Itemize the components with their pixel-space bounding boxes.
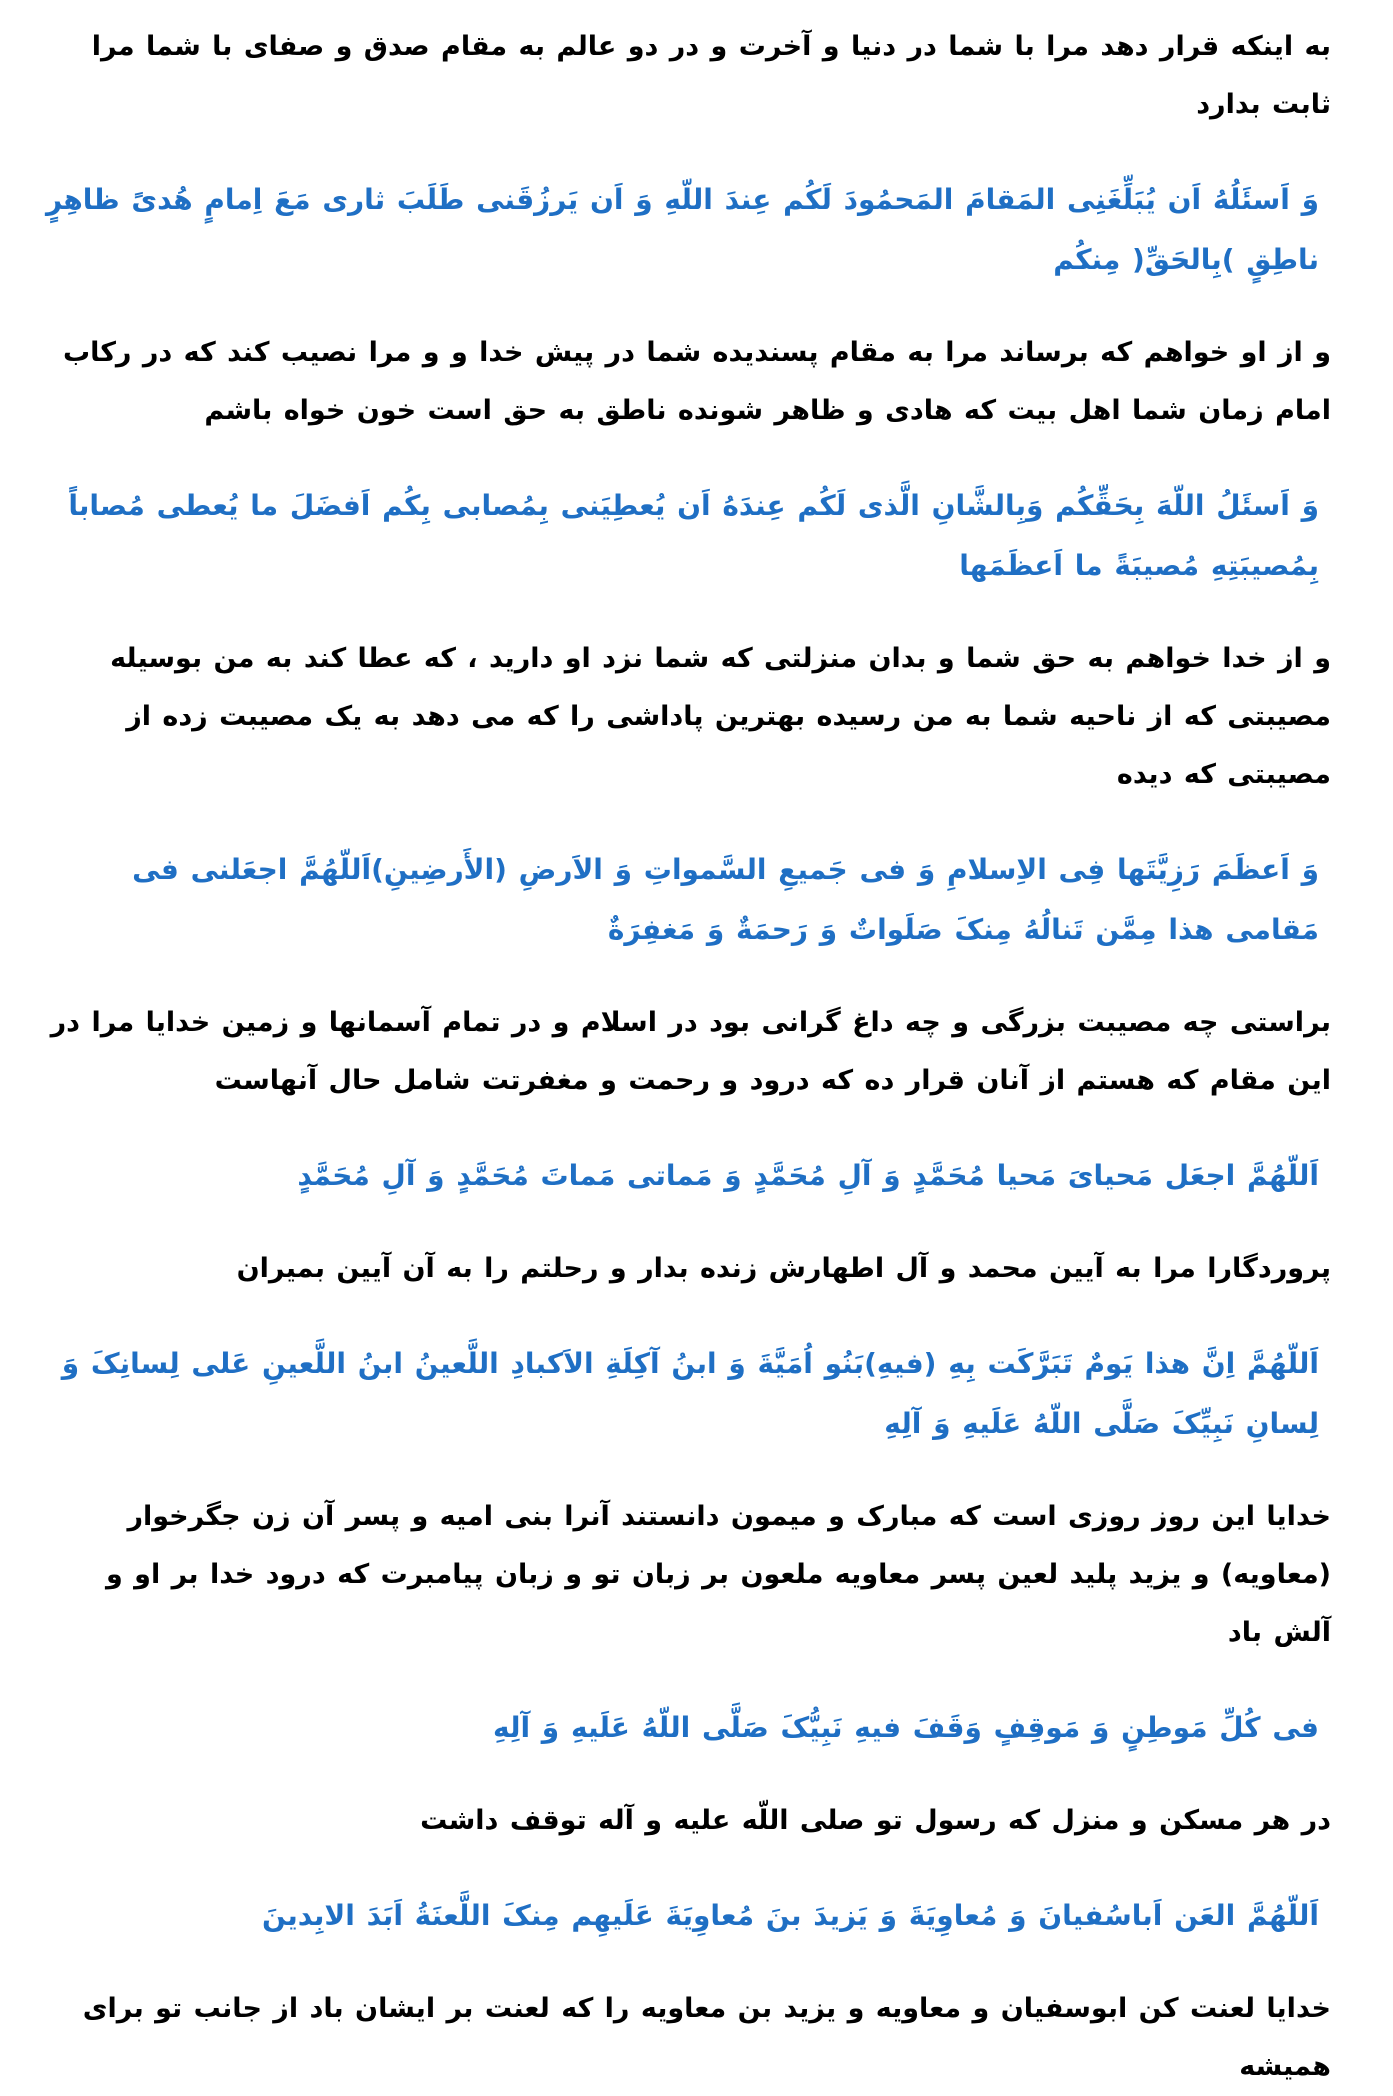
arabic-verse-4: اَللّهُمَّ اجعَل مَحیایَ مَحیا مُحَمَّدٍ وَ آلِ مُحَمَّدٍ وَ مَماتی مَماتَ مُحَمَّدٍ وَ آلِ مُحَمَّدٍ (297, 1159, 1319, 1192)
persian-translation-6: خدایا این روز روزی است که مبارک و میمون دانستند آنرا بنی امیه و پسر آن زن جگرخوار (معاویه) و یزید پلید لعین پسر معاویه ملعون بر زبان تو و زبان پیامبرت که درود خدا بر او و آلش باد (106, 1501, 1331, 1648)
persian-translation-4: براستی چه مصیبت بزرگی و چه داغ گرانی بود در اسلام و در تمام آسمانها و زمین خدایا مرا در این مقام که هستم از آنان قرار ده که درود و رحمت و مغفرتت شامل حال آنهاست (50, 1007, 1331, 1096)
persian-translation-7: در هر مسکن و منزل که رسول تو صلی اللّه علیه و آله توقف داشت (420, 1805, 1331, 1836)
arabic-verse-5: اَللّهُمَّ اِنَّ هذا یَومٌ تَبَرَّکَت بِهِ (فیهِ)بَنُو اُمَیَّةَ وَ ابنُ آکِلَةِ الاَکبادِ اللَّعینُ ابنُ اللَّعینِ عَلی لِسانِکَ وَ لِسانِ نَبِیِّکَ صَلَّی اللّهُ عَلَیهِ وَ آلِهِ (61, 1347, 1319, 1440)
arabic-verse-6: فی کُلِّ مَوطِنٍ وَ مَوقِفٍ وَقَفَ فیهِ نَبِیُّکَ صَلَّی اللّهُ عَلَیهِ وَ آلِهِ (492, 1711, 1319, 1744)
arabic-verse-2: وَ اَسئَلُ اللّهَ بِحَقِّکُم وَبِالشَّانِ الَّذی لَکُم عِندَهُ اَن یُعطِیَنی بِمُصابی بِکُم اَفضَلَ ما یُعطی مُصاباً بِمُصیبَتِهِ مُصیبَةً ما اَعظَمَها (68, 489, 1319, 582)
persian-translation-1: به اینکه قرار دهد مرا با شما در دنیا و آخرت و در دو عالم به مقام صدق و صفای با شما مرا ثابت بدارد (91, 31, 1331, 120)
persian-translation-8: خدایا لعنت کن ابوسفیان و معاویه و یزید بن معاویه را که لعنت بر ایشان باد از جانب تو برای همیشه (82, 1993, 1331, 2082)
arabic-verse-1: وَ اَسئَلُهُ اَن یُبَلِّغَنِی المَقامَ المَحمُودَ لَکُم عِندَ اللّهِ وَ اَن یَرزُقَنی طَلَبَ ثاری مَعَ اِمامٍ هُدیً ظاهِرٍ ناطِقٍ )بِالحَقِّ( مِنکُم (45, 183, 1319, 276)
arabic-verse-7: اَللّهُمَّ العَن اَباسُفیانَ وَ مُعاوِیَةَ وَ یَزیدَ بنَ مُعاوِیَةَ عَلَیهِم مِنکَ اللَّعنَةُ اَبَدَ الابِدینَ (262, 1899, 1319, 1932)
arabic-verse-3: وَ اَعظَمَ رَزِیَّتَها فِی الاِسلامِ وَ فی جَمیعِ السَّمواتِ وَ الاَرضِ (الأَرضِینِ)اَللّهُمَّ اجعَلنی فی مَقامی هذا مِمَّن تَنالُهُ مِنکَ صَلَواتٌ وَ رَحمَةٌ وَ مَغفِرَةٌ (132, 853, 1319, 946)
persian-translation-3: و از خدا خواهم به حق شما و بدان منزلتی که شما نزد او دارید ، که عطا کند به من بوسیله مصیبتی که از ناحیه شما به من رسیده بهترین پاداشی را که می دهد به یک مصیبت زده از مصیبتی که دیده (110, 643, 1331, 790)
persian-translation-2: و از او خواهم که برساند مرا به مقام پسندیده شما در پیش خدا و و مرا نصیب کند که در رکاب امام زمان شما اهل بیت که هادی و ظاهر شونده ناطق به حق است خون خواه باشم (62, 337, 1331, 426)
persian-translation-5: پروردگارا مرا به آیین محمد و آل اطهارش زنده بدار و رحلتم را به آن آیین بمیران (236, 1253, 1331, 1284)
